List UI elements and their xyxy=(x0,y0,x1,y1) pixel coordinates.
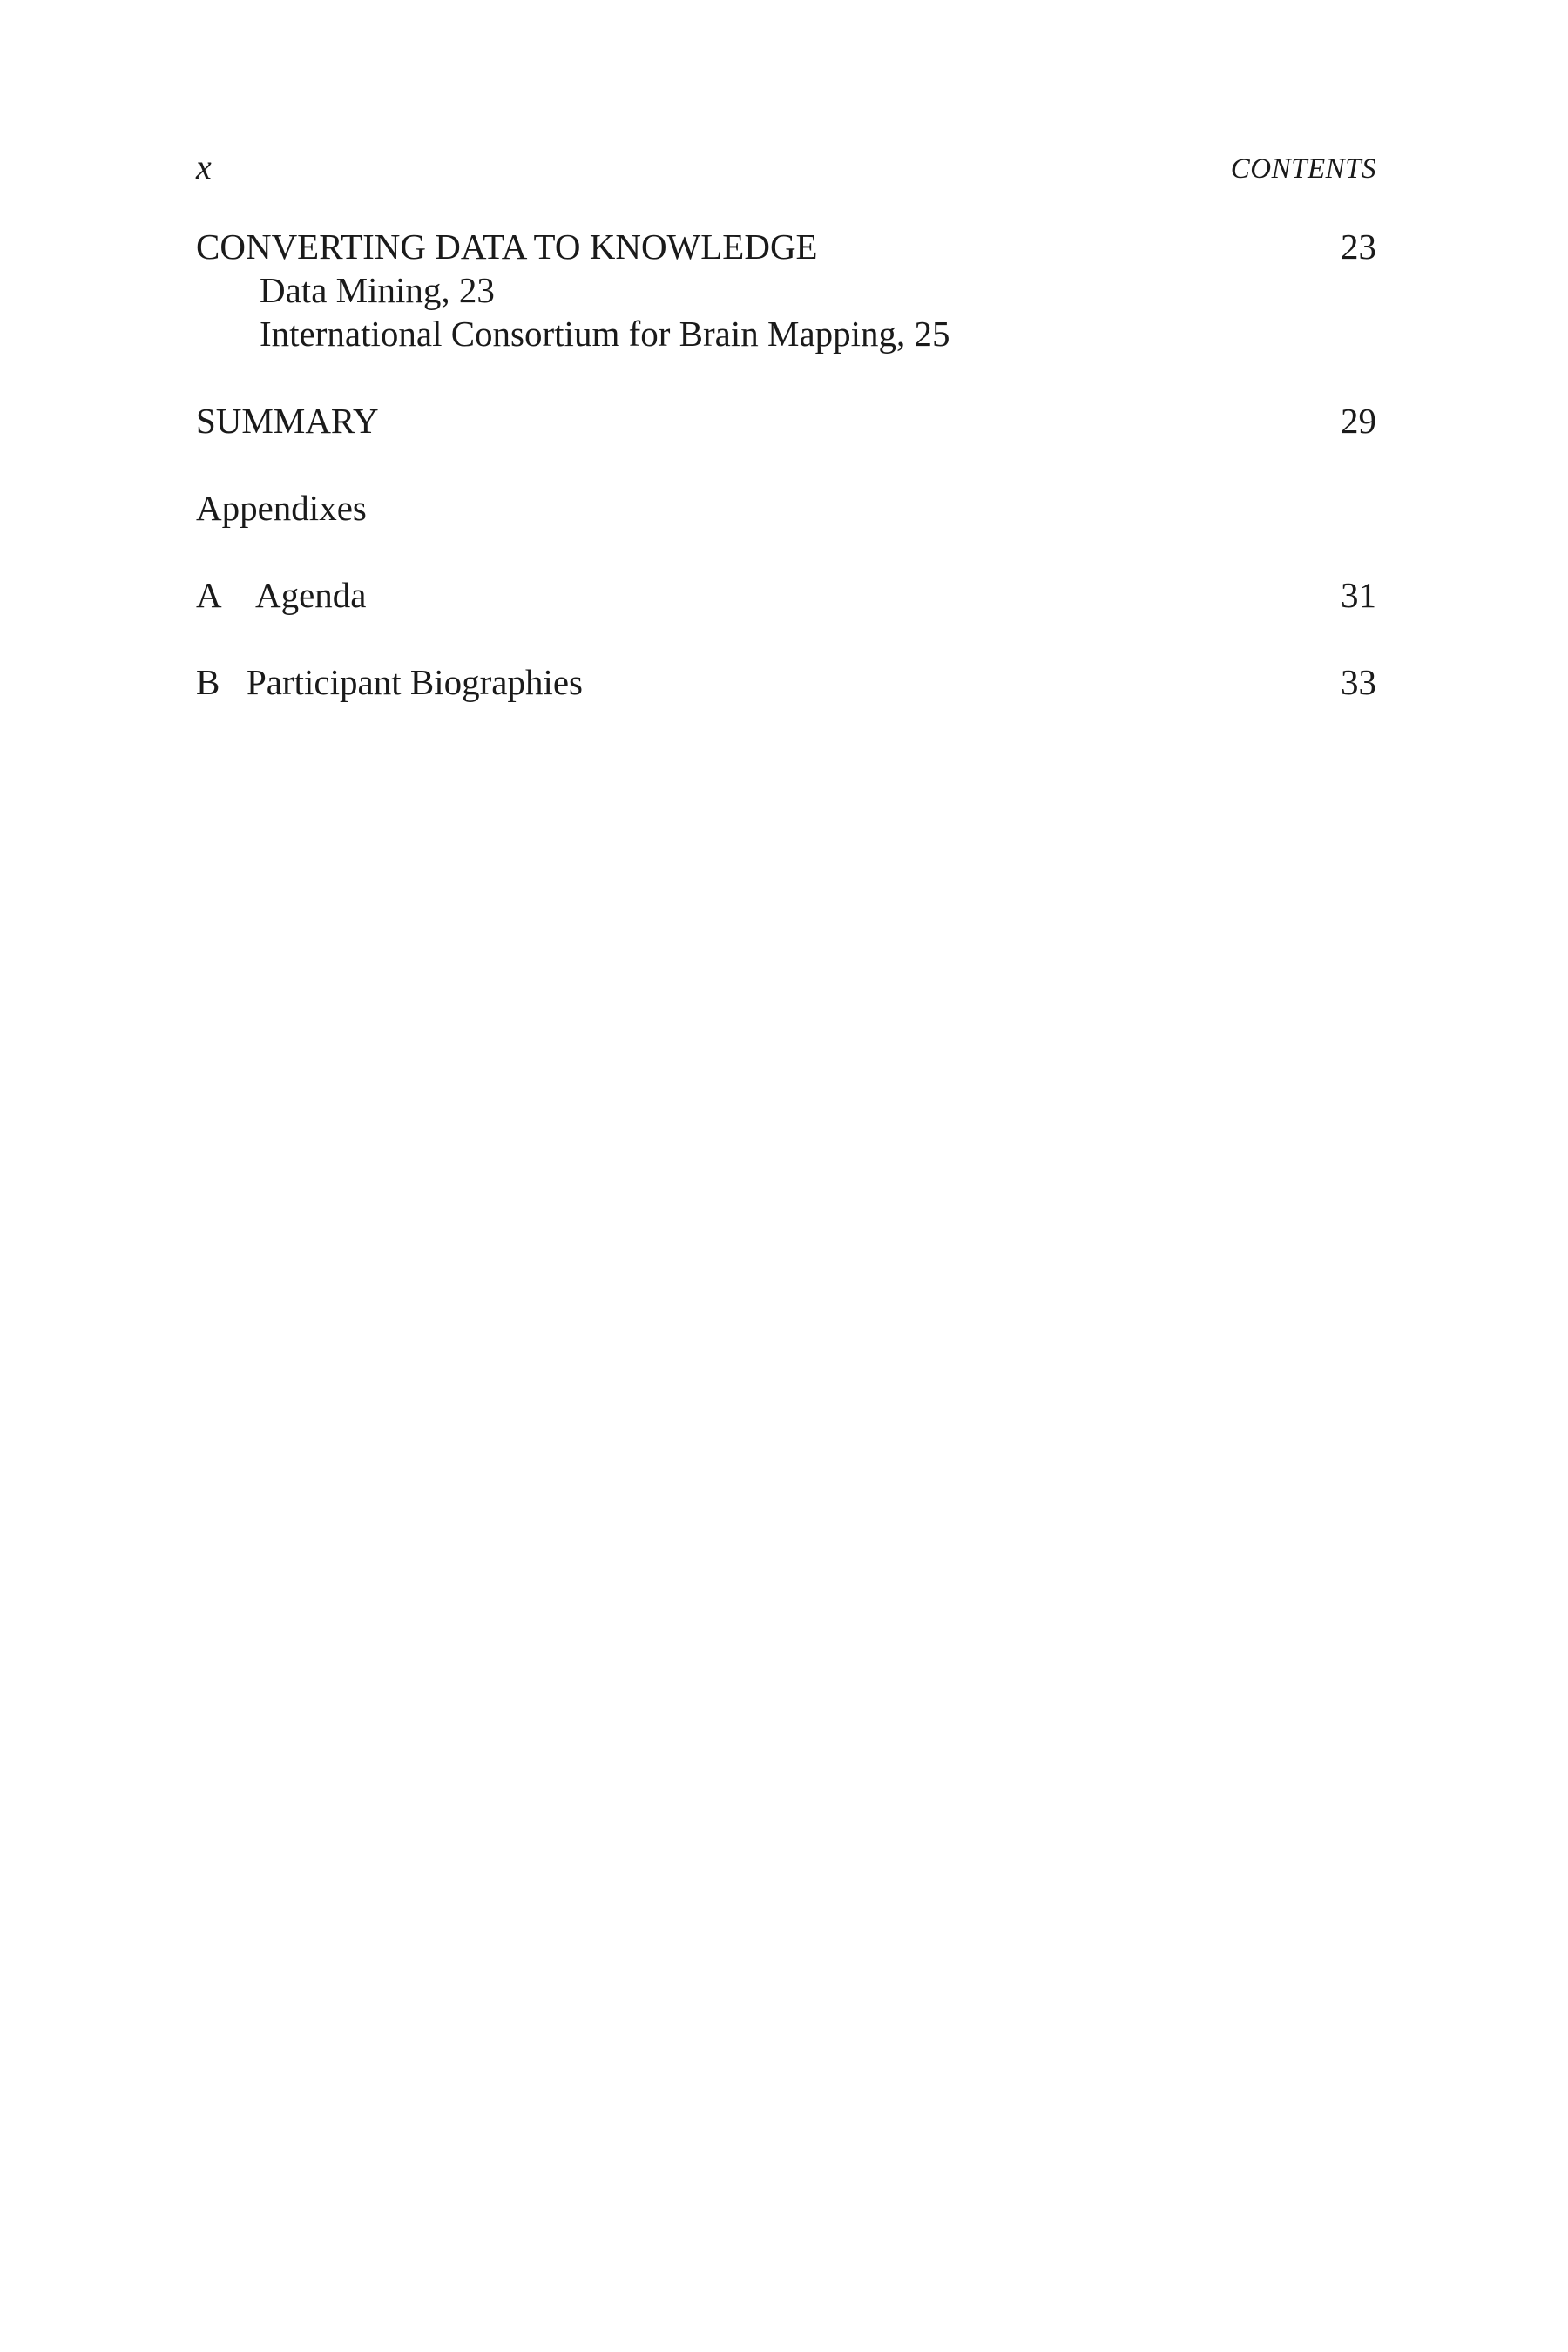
appendixes-heading xyxy=(196,486,1376,530)
running-title: CONTENTS xyxy=(1230,153,1376,185)
appendixes-heading-text: Appendixes xyxy=(196,488,367,528)
toc-row xyxy=(196,660,1376,704)
toc-entry-title: SUMMARY xyxy=(196,401,379,441)
toc-entry-page: 31 xyxy=(1341,575,1376,615)
toc-entry-summary xyxy=(196,399,1376,443)
appendix-letter: B xyxy=(196,662,220,702)
toc-row xyxy=(196,573,1376,617)
toc-entry-page: 29 xyxy=(1341,401,1376,441)
toc-entry-appendix-b xyxy=(196,660,1376,704)
toc-row xyxy=(196,225,1376,268)
appendix-letter: A xyxy=(196,575,222,615)
toc-entry-title: Agenda xyxy=(255,575,367,615)
toc-row xyxy=(196,399,1376,443)
toc-entry-title: Participant Biographies xyxy=(247,662,583,702)
table-of-contents xyxy=(196,225,1376,704)
toc-entry-appendix-a xyxy=(196,573,1376,617)
toc-entry-title-wrap xyxy=(196,660,583,704)
toc-subitem: Data Mining, 23 xyxy=(260,270,495,310)
toc-entry-title-wrap xyxy=(196,573,367,617)
toc-entry-page: 23 xyxy=(1341,226,1376,267)
toc-entry-converting xyxy=(196,225,1376,355)
page-number: x xyxy=(196,147,212,186)
running-head xyxy=(196,146,1376,190)
toc-subitem: International Consortium for Brain Mapping, 25 xyxy=(260,314,950,354)
toc-entry-page: 33 xyxy=(1341,662,1376,702)
toc-entry-title: CONVERTING DATA TO KNOWLEDGE xyxy=(196,226,818,267)
